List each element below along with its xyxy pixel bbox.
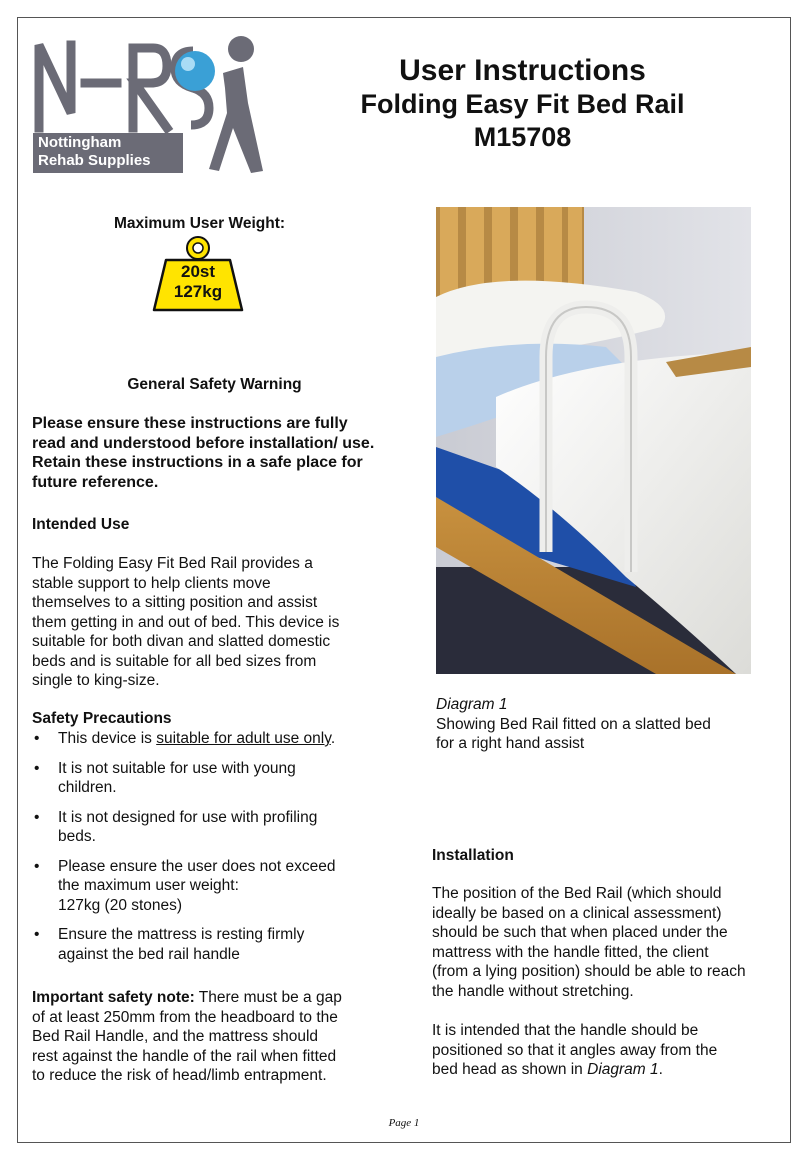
installation-line: (from a lying position) should be able to reach: [432, 963, 746, 980]
max-weight-heading: Maximum User Weight:: [113, 215, 286, 232]
installation-line: positioned so that it angles away from the: [432, 1041, 718, 1059]
installation-line: mattress with the handle fitted, the client: [432, 943, 709, 961]
intended-use-line: stable support to help clients move: [32, 574, 271, 592]
logo-line1: Nottingham: [38, 134, 122, 151]
bed-rail-photo: [436, 207, 751, 674]
installation-line: The position of the Bed Rail (which should: [432, 885, 722, 902]
list-item-text: Ensure the mattress is resting firmly: [58, 926, 305, 943]
bullet: •: [34, 730, 40, 747]
page-number: Page 1: [388, 1117, 420, 1129]
adult-use-emphasis: suitable for adult use only: [156, 730, 331, 747]
safety-precautions-heading: Safety Precautions: [32, 710, 172, 727]
installation-line: the handle without stretching.: [432, 982, 634, 1000]
weight-badge-icon: [152, 234, 244, 312]
list-item: [32, 857, 382, 916]
important-text: There must be a gap: [194, 989, 342, 1006]
title-block: [350, 54, 695, 154]
list-item-text: the maximum user weight:: [58, 877, 239, 894]
important-label: Important safety note:: [32, 989, 195, 1006]
list-item-text: It is not suitable for use with young: [58, 759, 296, 777]
intended-use-line: themselves to a sitting position and assist: [32, 594, 318, 611]
intended-use-line: The Folding Easy Fit Bed Rail provides a: [32, 555, 313, 572]
diagram-caption-line: Showing Bed Rail fitted on a slatted bed: [436, 715, 711, 733]
nrs-logo: [33, 33, 268, 175]
intended-use-text: [32, 554, 402, 691]
list-item-text: against the bed rail handle: [58, 945, 240, 963]
logo-line2: Rehab Supplies: [38, 152, 151, 169]
list-item: [32, 925, 382, 964]
bullet: •: [34, 857, 40, 875]
weight-stones: 20st: [180, 262, 216, 281]
important-text: to reduce the risk of head/limb entrapment.: [32, 1067, 327, 1084]
installation-para2: [432, 1021, 782, 1080]
installation-line: should be such that when placed under the: [432, 924, 728, 941]
safety-precautions-list: [32, 729, 382, 974]
intended-use-line: suitable for both divan and slatted domestic: [32, 633, 331, 650]
product-name: Folding Easy Fit Bed Rail: [360, 89, 685, 119]
bullet: •: [34, 926, 40, 943]
intended-use-line: beds and is suitable for all bed sizes from: [32, 652, 317, 670]
installation-line: ideally be based on a clinical assessment): [432, 904, 722, 922]
list-item-text: Please ensure the user does not exceed: [58, 857, 336, 875]
important-text: rest against the handle of the rail when fitted: [32, 1047, 337, 1065]
list-item-text: children.: [58, 779, 117, 796]
list-item: [32, 729, 382, 749]
intended-use-line: them getting in and out of bed. This device is: [32, 613, 340, 631]
bullet: •: [34, 759, 40, 777]
safety-warning-line: future reference.: [32, 473, 159, 491]
intended-use-heading: Intended Use: [32, 516, 130, 533]
safety-warning-line: Retain these instructions in a safe place for: [32, 454, 363, 471]
weight-kg: 127kg: [173, 282, 223, 301]
diagram-label: Diagram 1: [436, 696, 508, 713]
safety-warning-line: Please ensure these instructions are fully: [32, 415, 348, 432]
safety-warning-heading: General Safety Warning: [127, 376, 302, 393]
installation-line: .: [658, 1061, 663, 1078]
product-code: M15708: [473, 122, 572, 152]
list-item: [32, 808, 382, 847]
installation-line: bed head as shown in: [432, 1061, 588, 1078]
list-item-text: This device is: [58, 730, 157, 747]
important-safety-note: [32, 988, 402, 1086]
installation-para1: [432, 884, 782, 1001]
list-item-text: beds.: [58, 828, 96, 845]
important-text: of at least 250mm from the headboard to the: [32, 1008, 338, 1026]
bullet: •: [34, 808, 40, 826]
safety-warning-text: [32, 414, 402, 492]
installation-heading: Installation: [432, 847, 514, 864]
intended-use-line: single to king-size.: [32, 672, 160, 689]
safety-warning-line: read and understood before installation/ use.: [32, 434, 375, 452]
diagram-reference: Diagram 1: [587, 1061, 659, 1078]
page-title: User Instructions: [399, 54, 646, 87]
list-item-text: 127kg (20 stones): [58, 896, 183, 914]
diagram-caption: [436, 695, 776, 754]
list-item-text: It is not designed for use with profiling: [58, 808, 318, 826]
list-item: [32, 759, 382, 798]
diagram-caption-line: for a right hand assist: [436, 735, 585, 752]
list-item-text: .: [330, 730, 336, 747]
important-text: Bed Rail Handle, and the mattress should: [32, 1028, 319, 1045]
installation-line: It is intended that the handle should be: [432, 1022, 699, 1039]
